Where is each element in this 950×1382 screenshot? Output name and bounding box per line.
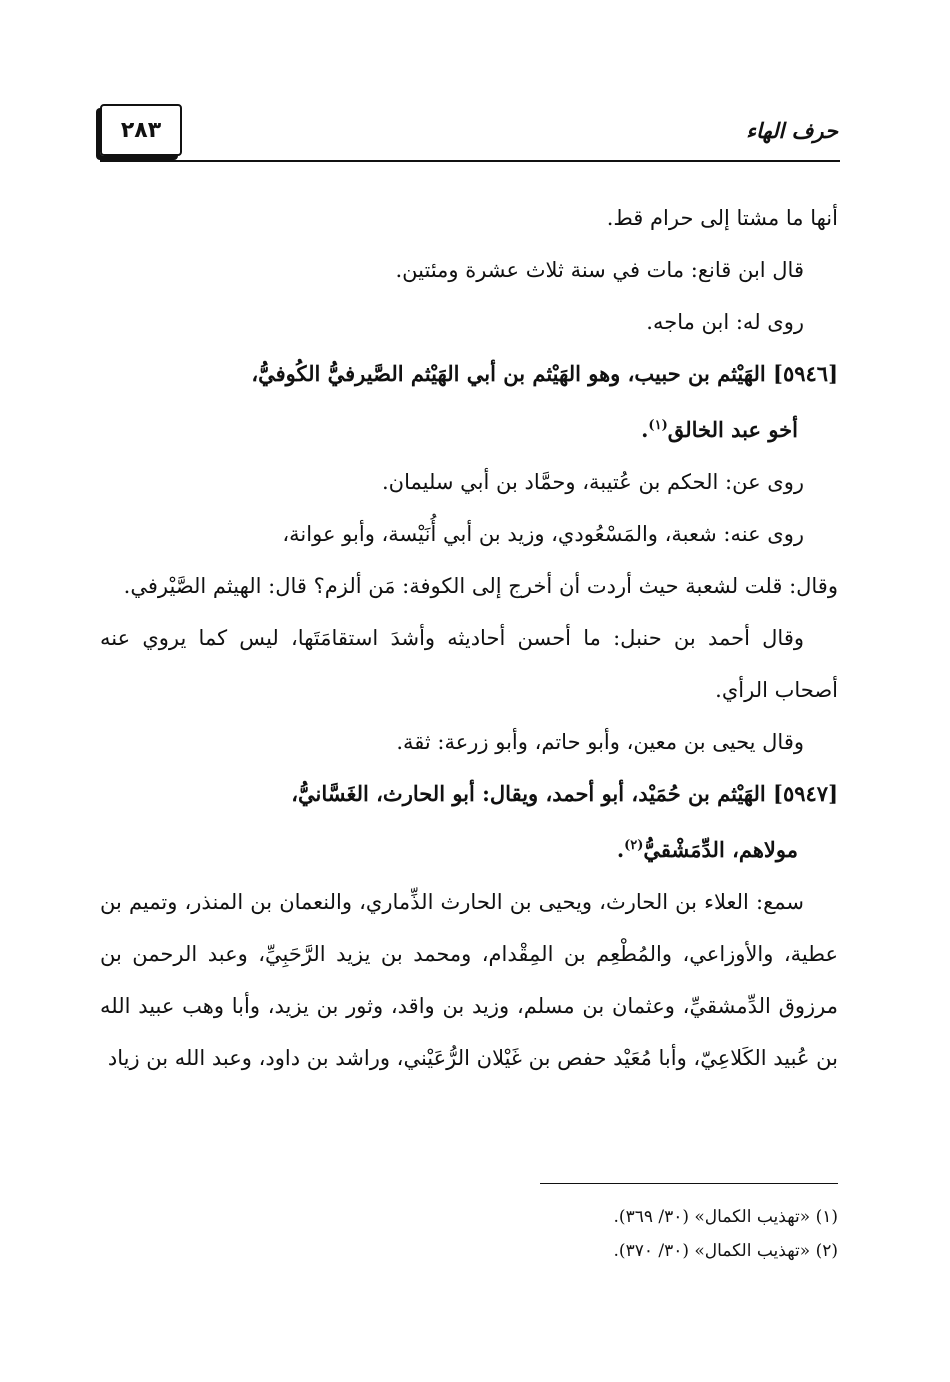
entry-heading-line: [٥٩٤٦] الهَيْثم بن حبيب، وهو الهَيْثم بن أبي الهَيْثم الصَّيرفيُّ الكُوفيُّ، bbox=[251, 361, 838, 386]
paragraph: روى له: ابن ماجه. bbox=[646, 310, 804, 334]
paragraph: روى عن: الحكم بن عُتيبة، وحمَّاد بن أبي سليمان. bbox=[381, 470, 804, 494]
entry-heading-line bbox=[641, 400, 838, 456]
footnote-marker: (١) bbox=[648, 418, 668, 433]
footnotes bbox=[300, 1200, 838, 1268]
paragraph: أنها ما مشتا إلى حرام قط. bbox=[606, 206, 838, 230]
entry-heading-line: [٥٩٤٧] الهَيْثم بن حُمَيْد، أبو أحمد، ويقال: أبو الحارث، الغَسَّانيُّ، bbox=[291, 781, 838, 806]
footnote: (١) «تهذيب الكمال» (٣٠/ ٣٦٩). bbox=[613, 1207, 838, 1227]
footnote-divider bbox=[540, 1183, 838, 1184]
paragraph: وقال أحمد بن حنبل: ما أحسن أحاديثه وأشدَ استقامَتَها، ليس كما يروي عنه أصحاب الرأي. bbox=[100, 626, 838, 702]
paragraph: روى عنه: شعبة، والمَسْعُودي، وزيد بن أبي أُنَيْسة، وأبو عوانة، bbox=[282, 522, 804, 546]
main-text bbox=[100, 192, 838, 1084]
entry-heading-5946 bbox=[100, 348, 838, 456]
paragraph: وقال يحيى بن معين، وأبو حاتم، وأبو زرعة: ثقة. bbox=[396, 730, 804, 754]
page-number bbox=[100, 104, 182, 156]
entry-heading-tail: . bbox=[616, 837, 625, 862]
entry-heading-line bbox=[617, 820, 838, 876]
paragraph: وقال: قلت لشعبة حيث أردت أن أخرج إلى الكوفة: مَن ألزم؟ قال: الهيثم الصَّيْرفي. bbox=[123, 574, 838, 598]
entry-heading-text: مولاهم، الدِّمَشْقيُّ bbox=[643, 837, 798, 862]
entry-heading-text: أخو عبد الخالق bbox=[667, 417, 798, 442]
footnote-marker: (٢) bbox=[624, 838, 644, 853]
paragraph: قال ابن قانع: مات في سنة ثلاث عشرة ومئتين. bbox=[395, 258, 804, 282]
running-header: حرف الهاء bbox=[746, 118, 838, 143]
entry-heading-tail: . bbox=[641, 417, 649, 442]
footnote: (٢) «تهذيب الكمال» (٣٠/ ٣٧٠). bbox=[613, 1241, 838, 1261]
header-divider bbox=[100, 160, 840, 162]
entry-heading-5947 bbox=[100, 768, 838, 876]
paragraph: سمع: العلاء بن الحارث، ويحيى بن الحارث الذِّماري، والنعمان بن المنذر، وتميم بن عطية، والأوزاعي، والمُطْعِم بن المِقْدام، ومحمد بن يزيد الرَّحَبِيِّ، وعبد الرحمن بن مرزوق الدِّمشقيِّ، وعثمان بن مسلم، وزيد بن واقد، وثور بن يزيد، وأبا وهب عبيد الله بن عُبيد الكَلاعِيّ، وأبا مُعَيْد حفص بن غَيْلان الرُّعَيْني، وراشد بن داود، وعبد الله بن زياد bbox=[100, 890, 838, 1070]
page-number-text: ٢٨٣ bbox=[120, 117, 162, 143]
